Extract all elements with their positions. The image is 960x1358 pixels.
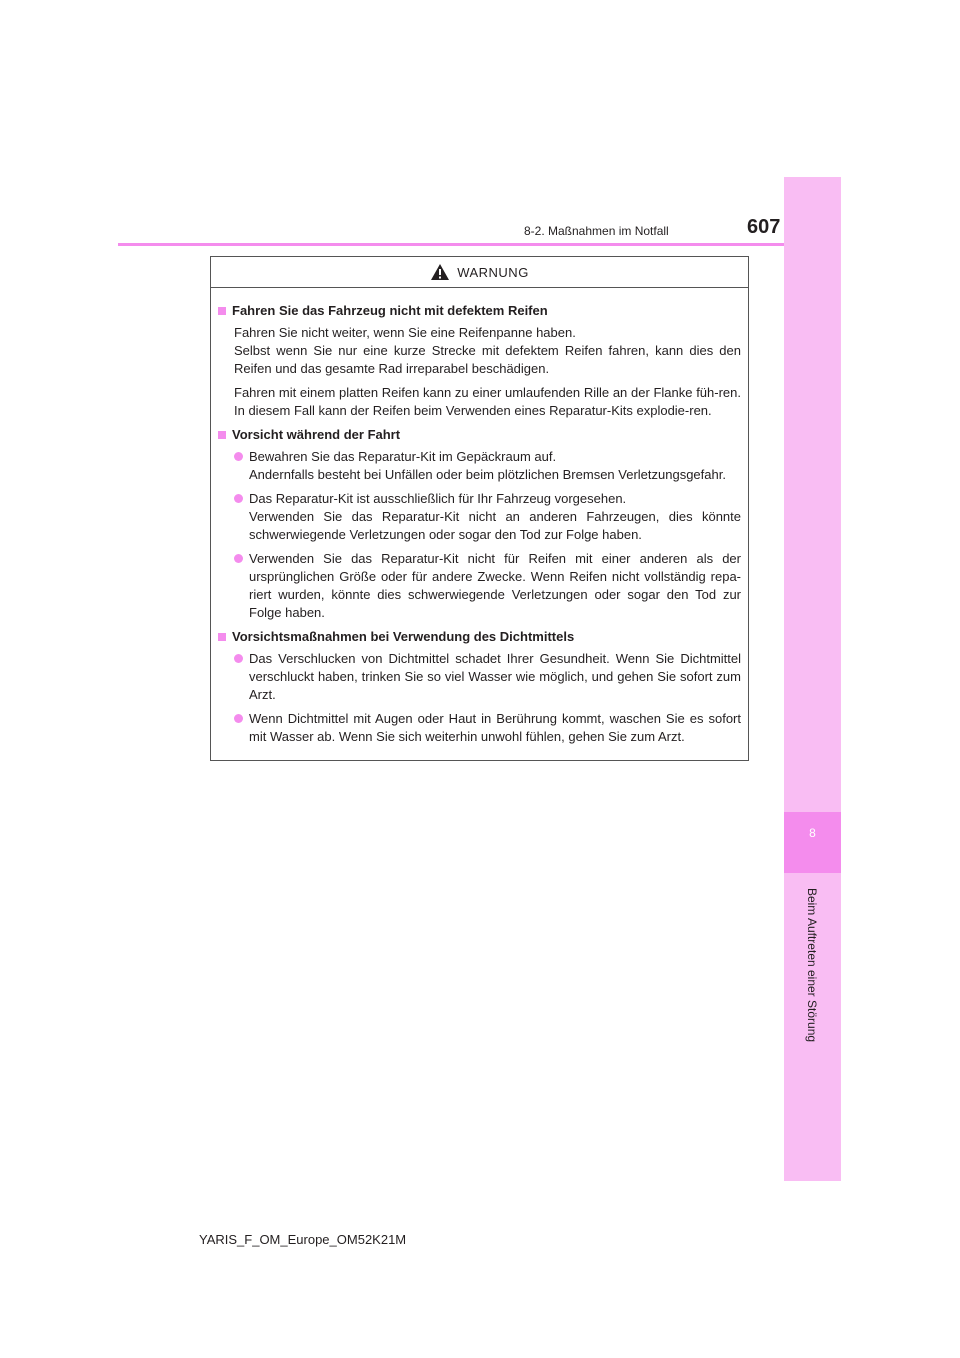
warning-bullet-text: Das Verschlucken von Dichtmittel schadet Ihrer Gesundheit. Wenn Sie Dichtmittel verschluckt haben, trinken Sie so viel Wasser wie möglich, und gehen Sie sofort zum Arzt. bbox=[249, 651, 741, 702]
circle-bullet-icon bbox=[234, 452, 243, 461]
circle-bullet-icon bbox=[234, 494, 243, 503]
warning-bullet-item bbox=[234, 710, 741, 746]
warning-section-heading bbox=[218, 426, 741, 444]
page-number: 607 bbox=[747, 216, 781, 238]
warning-title: WARNUNG bbox=[457, 264, 529, 280]
warning-triangle-icon bbox=[430, 263, 450, 281]
warning-bullet-item bbox=[234, 550, 741, 622]
circle-bullet-icon bbox=[234, 554, 243, 563]
warning-bullet-text: Verwenden Sie das Reparatur-Kit nicht für Reifen mit einer anderen als der ursprünglichen Größe oder für andere Zwecke. Wenn Reifen nicht vollständig repa-riert wurden, könnte dies schwerwiegende Verletzungen oder sogar den Tod zur Folge haben. bbox=[249, 551, 741, 620]
warning-bullet-item bbox=[234, 650, 741, 704]
warning-section-heading-text: Fahren Sie das Fahrzeug nicht mit defektem Reifen bbox=[232, 303, 548, 318]
chapter-number-tab[interactable] bbox=[784, 812, 841, 873]
warning-bullet-item bbox=[234, 448, 741, 484]
warning-bullet-text: Bewahren Sie das Reparatur-Kit im Gepäckraum auf. Andernfalls besteht bei Unfällen oder beim plötzlichen Bremsen Verletzungsgefahr. bbox=[249, 449, 726, 482]
warning-paragraph: Fahren mit einem platten Reifen kann zu einer umlaufenden Rille an der Flanke füh-ren. In diesem Fall kann der Reifen beim Verwenden eines Reparatur-Kits explodie-ren. bbox=[234, 385, 741, 418]
warning-box bbox=[210, 256, 749, 761]
warning-section-heading bbox=[218, 302, 741, 320]
section-title: 8-2. Maßnahmen im Notfall bbox=[524, 224, 669, 238]
warning-bullet-text: Das Reparatur-Kit ist ausschließlich für Ihr Fahrzeug vorgesehen. Verwenden Sie das Reparatur-Kit nicht an anderen Fahrzeugen, dies könnte schwerwiegende Verletzungen oder sogar den Tod zur Folge haben. bbox=[249, 491, 741, 542]
square-bullet-icon bbox=[218, 633, 226, 641]
warning-bullet-text: Wenn Dichtmittel mit Augen oder Haut in Berührung kommt, waschen Sie es sofort mit Wasser ab. Wenn Sie sich weiterhin unwohl fühlen, gehen Sie zum Arzt. bbox=[249, 711, 741, 744]
warning-paragraph: Fahren Sie nicht weiter, wenn Sie eine Reifenpanne haben. Selbst wenn Sie nur eine kurze Strecke mit defektem Reifen fahren, kann dies den Reifen und das gesamte Rad irreparabel beschädigen. bbox=[234, 325, 741, 376]
header-rule bbox=[118, 243, 784, 246]
warning-section-heading bbox=[218, 628, 741, 646]
chapter-title: Beim Auftreten einer Störung bbox=[805, 887, 819, 1043]
warning-body bbox=[211, 288, 748, 746]
document-id: YARIS_F_OM_Europe_OM52K21M bbox=[199, 1232, 407, 1247]
circle-bullet-icon bbox=[234, 654, 243, 663]
warning-section-heading-text: Vorsicht während der Fahrt bbox=[232, 427, 401, 442]
warning-bullet-item bbox=[234, 490, 741, 544]
chapter-number: 8 bbox=[809, 826, 816, 840]
circle-bullet-icon bbox=[234, 714, 243, 723]
warning-header bbox=[211, 257, 748, 288]
warning-section-heading-text: Vorsichtsmaßnahmen bei Verwendung des Dichtmittels bbox=[232, 629, 575, 644]
square-bullet-icon bbox=[218, 431, 226, 439]
square-bullet-icon bbox=[218, 307, 226, 315]
